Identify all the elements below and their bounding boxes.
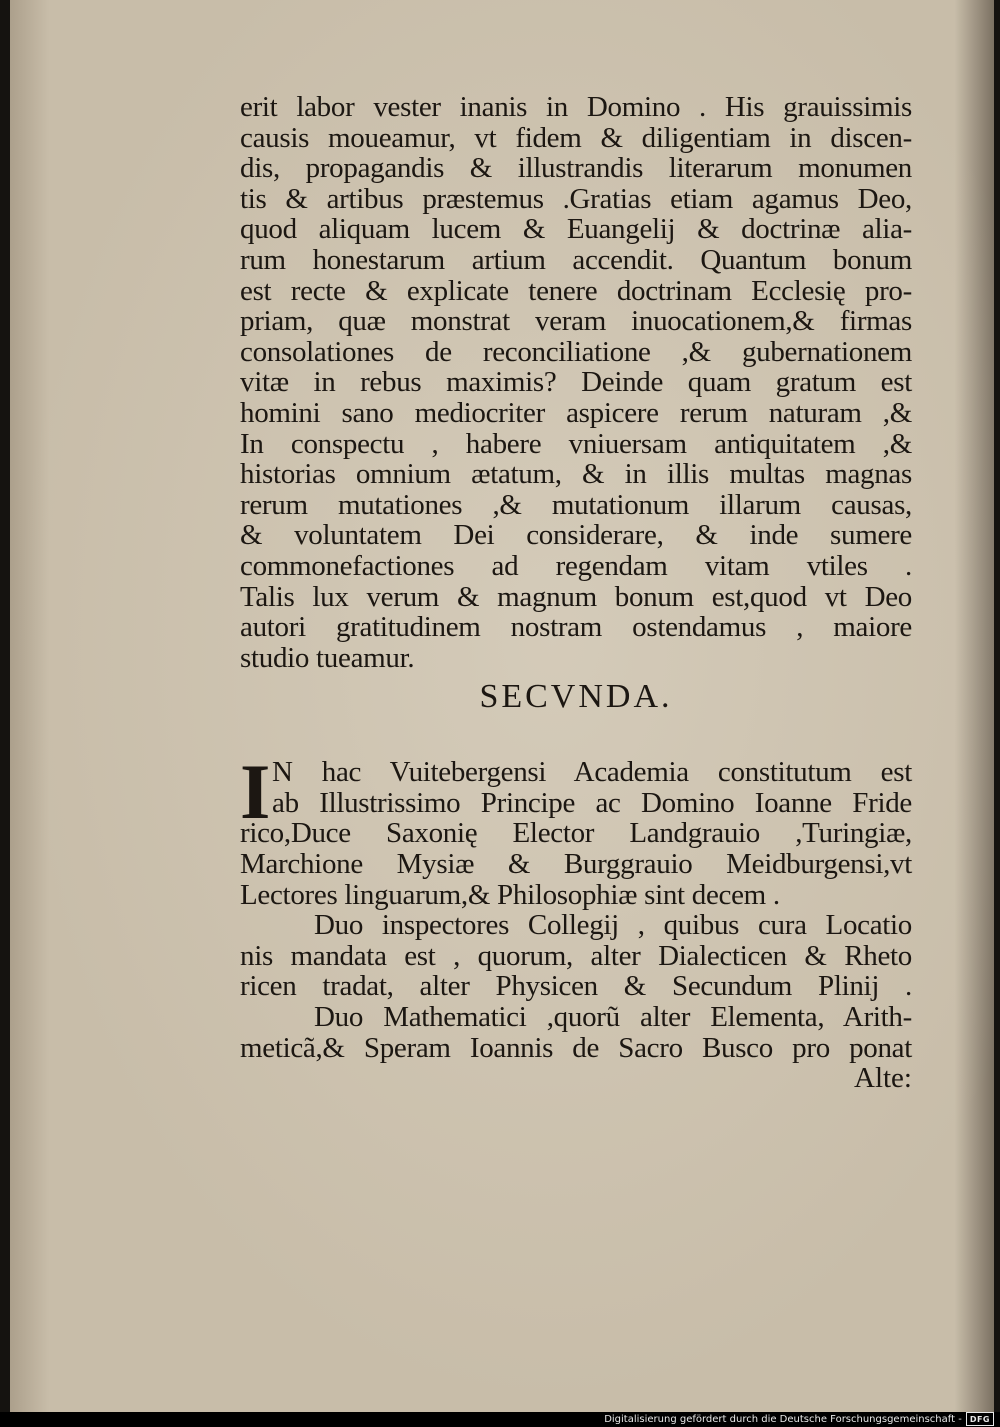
- text-line: & voluntatem Dei considerare, & inde sumere: [240, 519, 912, 552]
- text-line: historias omnium ætatum, & in illis multas magnas: [240, 458, 912, 491]
- text-line: nis mandata est , quorum, alter Dialecticen & Rheto: [240, 939, 912, 972]
- footer-credit: Digitalisierung gefördert durch die Deutsche Forschungsgemeinschaft -: [604, 1413, 962, 1425]
- text-line: meticã,& Speram Ioannis de Sacro Busco pro ponat: [240, 1031, 912, 1064]
- text-line: vitæ in rebus maximis? Deinde quam gratum est: [240, 366, 912, 399]
- text-line: studio tueamur.: [240, 641, 415, 674]
- catchword: Alte:: [854, 1062, 912, 1095]
- text-line: N hac Vuitebergensi Academia constitutum est: [272, 756, 912, 789]
- text-line: consolationes de reconciliatione ,& gubernationem: [240, 335, 912, 368]
- paragraph-4: [240, 1002, 912, 1063]
- text-line: rerum mutationes ,& mutationum illarum causas,: [240, 488, 912, 521]
- paragraph-2-cap-lines: [240, 757, 912, 818]
- text-line: erit labor vester inanis in Domino . His grauissimis: [240, 91, 912, 123]
- text-line: Marchione Mysiæ & Burggrauio Meidburgensi,vt: [240, 848, 912, 881]
- text-line: ab Illustrissimo Principe ac Domino Ioanne Fride: [272, 786, 912, 819]
- text-line: commonefactiones ad regendam vitam vtiles .: [240, 549, 912, 582]
- text-line: homini sano mediocriter aspicere rerum naturam ,&: [240, 396, 912, 429]
- text-line: quod aliquam lucem & Euangelij & doctrinæ alia-: [240, 213, 912, 246]
- text-line: tis & artibus præstemus .Gratias etiam agamus Deo,: [240, 182, 912, 215]
- paragraph-3: [240, 910, 912, 1002]
- paragraph-2: [240, 748, 912, 911]
- text-line: dis, propagandis & illustrandis literarum monumen: [240, 152, 912, 185]
- paragraph-1: [240, 92, 912, 673]
- section-heading: SECVNDA.: [479, 678, 673, 716]
- text-line: Talis lux verum & magnum bonum est,quod vt Deo: [240, 580, 912, 613]
- text-line: rum honestarum artium accendit. Quantum bonum: [240, 243, 912, 276]
- paragraph-2-lines: [240, 818, 912, 910]
- digitization-footer: [604, 1412, 994, 1426]
- text-line: Lectores linguarum,& Philosophiæ sint decem .: [240, 878, 780, 911]
- book-page: [10, 0, 994, 1412]
- text-line: est recte & explicate tenere doctrinam Ecclesię pro-: [240, 274, 912, 307]
- dfg-logo: DFG: [966, 1412, 994, 1426]
- text-line: autori gratitudinem nostram ostendamus , maiore: [240, 611, 912, 644]
- text-line: In conspectu , habere vniuersam antiquitatem ,&: [240, 427, 912, 460]
- page-text: [240, 92, 912, 1093]
- drop-capital: I: [240, 748, 271, 836]
- text-line: causis moueamur, vt fidem & diligentiam in discen-: [240, 121, 912, 154]
- text-line: ricen tradat, alter Physicen & Secundum Plinij .: [240, 970, 912, 1003]
- text-line: rico,Duce Saxonię Elector Landgrauio ,Turingiæ,: [240, 817, 912, 850]
- paragraph-3-first-line: Duo inspectores Collegij , quibus cura Locatio: [314, 909, 912, 942]
- paragraph-4-first-line: Duo Mathematici ,quorũ alter Elementa, Arith-: [314, 1001, 912, 1034]
- text-line: priam, quæ monstrat veram inuocationem,& firmas: [240, 305, 912, 338]
